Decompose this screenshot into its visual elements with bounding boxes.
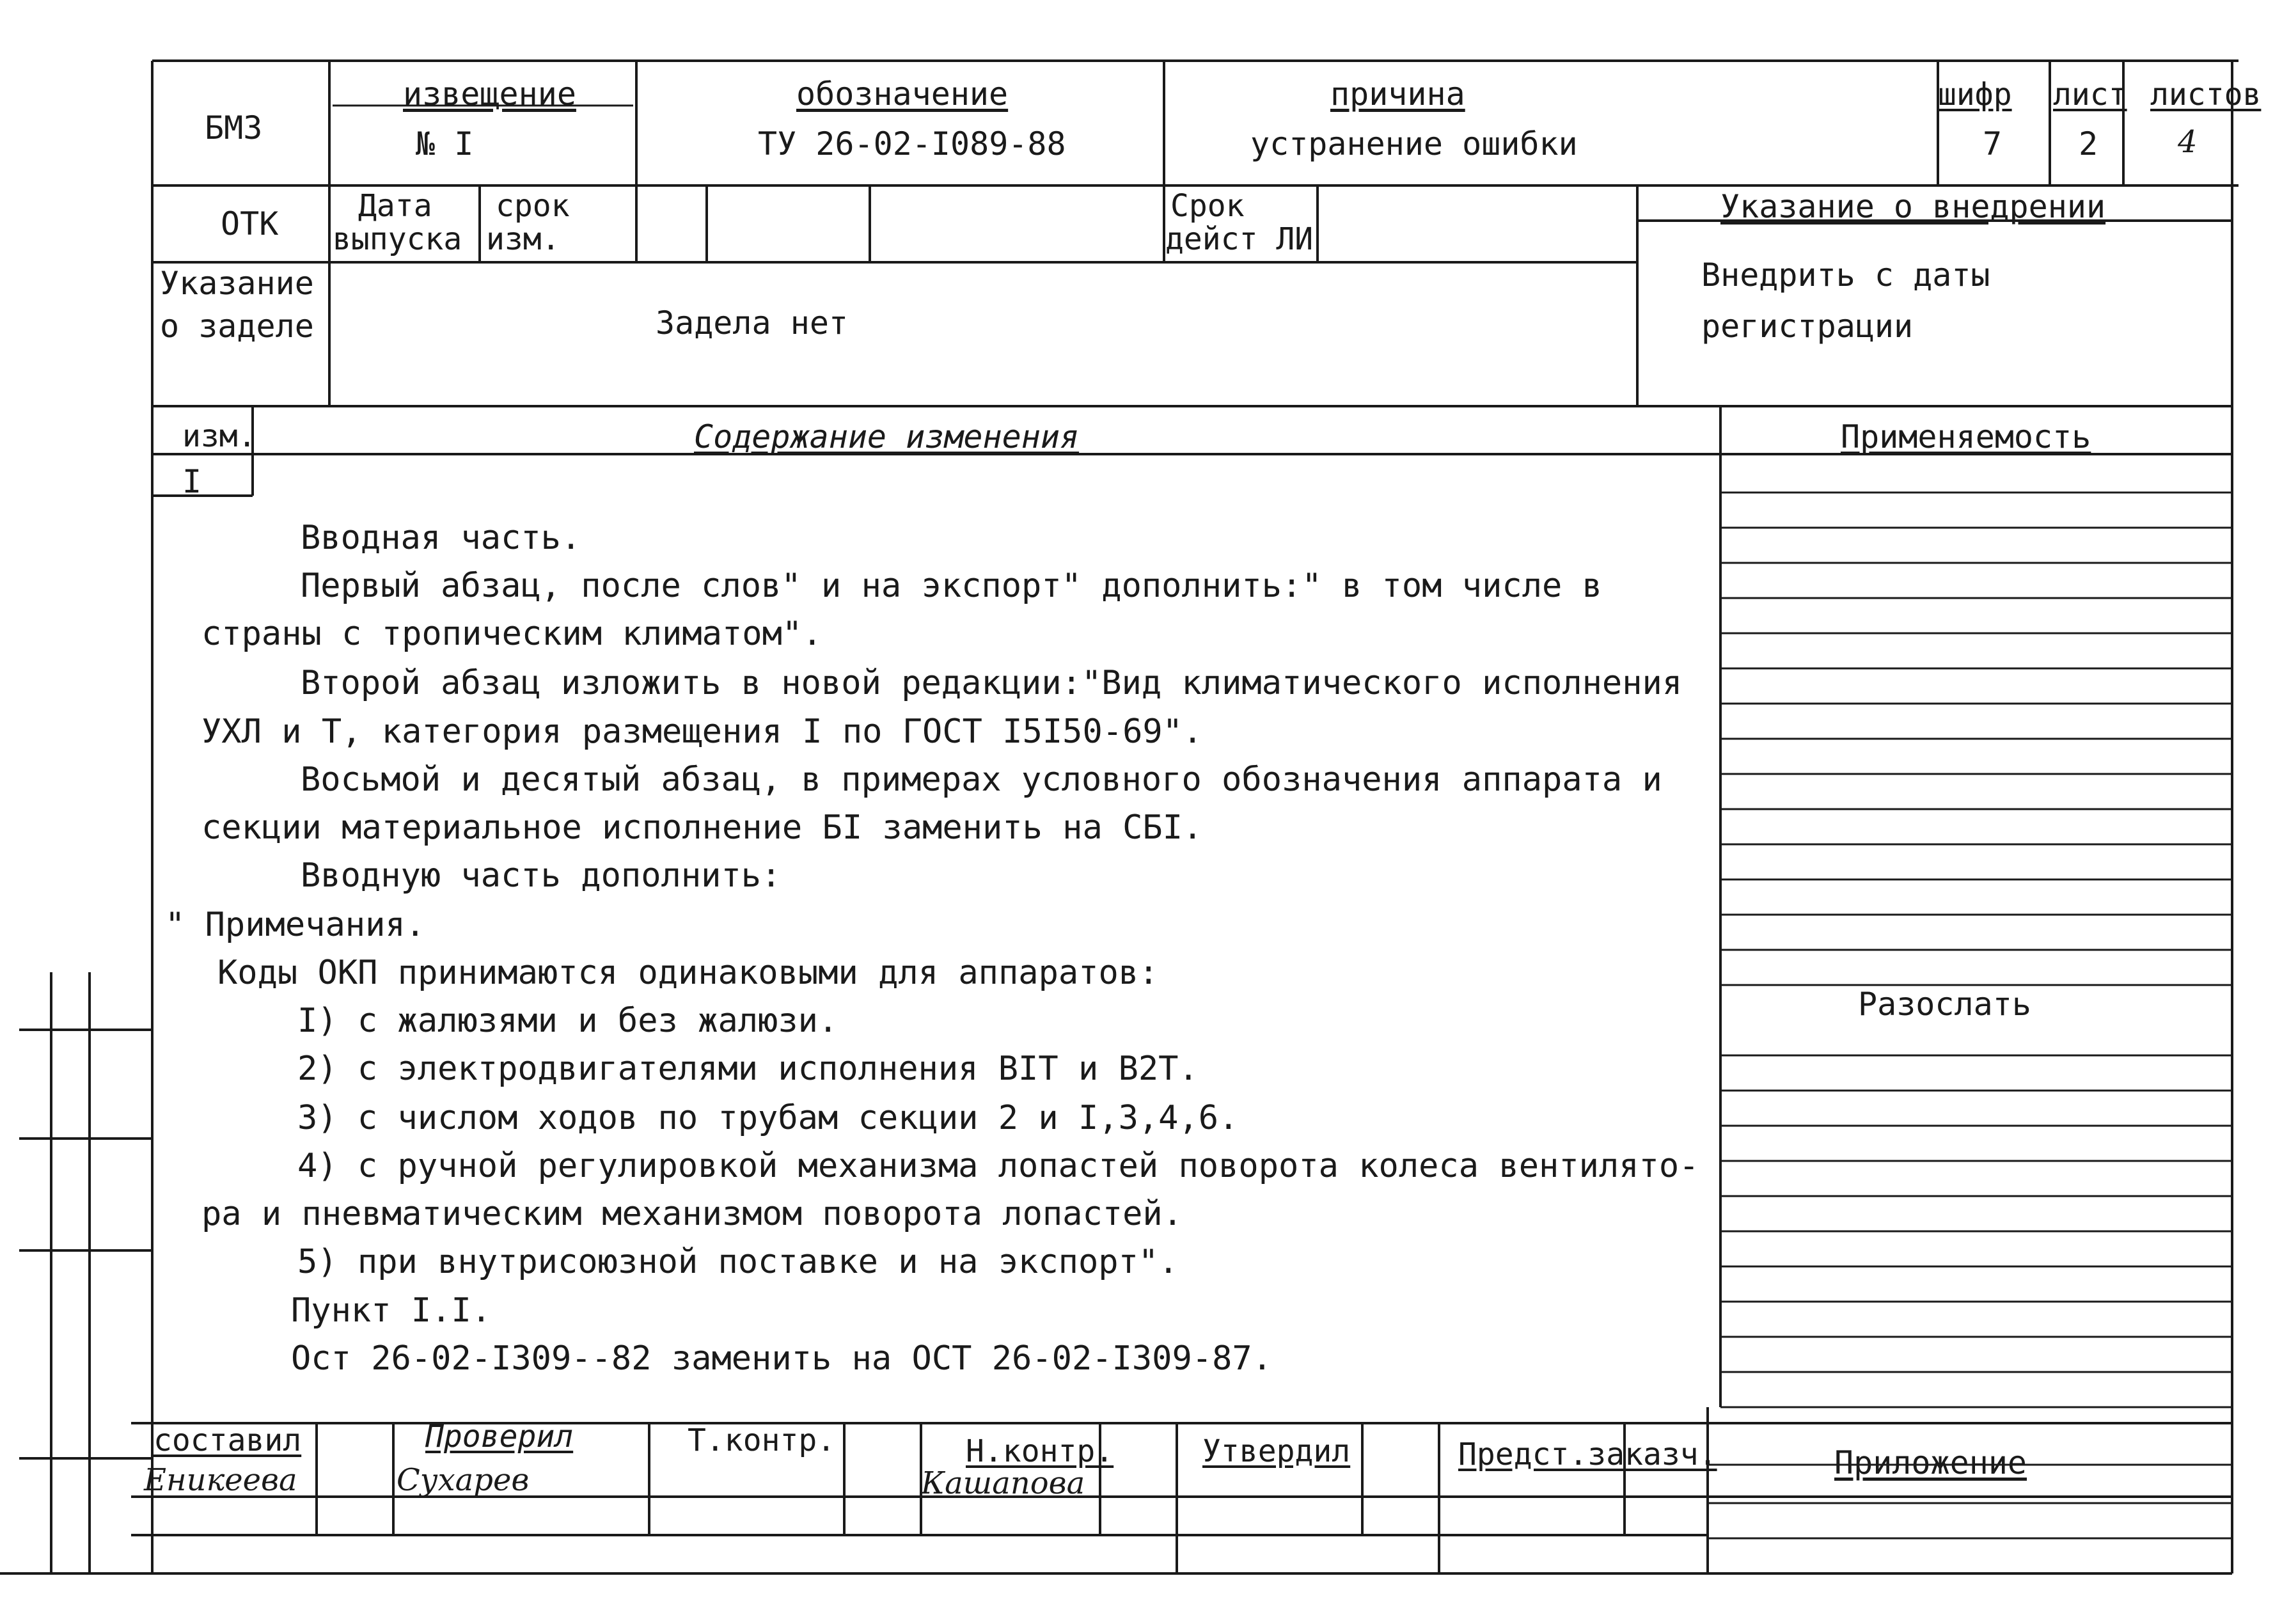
content-line: 4) с ручной регулировкой механизма лопастей поворота колеса вентилято- (297, 1147, 1699, 1185)
sheet-value: 2 (2079, 125, 2098, 162)
designation-label: обозначение (796, 75, 1009, 113)
notice-label: извещение (403, 75, 576, 113)
validity-label-1: Срок (1170, 188, 1245, 224)
implementation-label: Указание о внедрении (1720, 188, 2106, 225)
sheet-label: лист (2053, 77, 2127, 113)
reason-label: причина (1330, 75, 1465, 113)
content-line: Вводную часть дополнить: (301, 856, 782, 895)
content-title: Содержание изменения (694, 418, 1080, 455)
content-line: " Примечания. (165, 906, 425, 944)
backlog-value: Задела нет (656, 304, 849, 342)
content-line: УХЛ и Т, категория размещения I по ГОСТ I5I50-69". (201, 713, 1203, 751)
issue-date-label-1: Дата (358, 188, 432, 224)
appendix-label: Приложение (1834, 1444, 2027, 1481)
norm-control-label: Н.контр. (966, 1433, 1114, 1469)
distribute-label: Разослать (1858, 986, 2031, 1023)
validity-label-2: дейст ЛИ (1165, 221, 1314, 257)
code-value: 7 (1983, 125, 2003, 162)
content-line: ра и пневматическим механизмом поворота лопастей. (201, 1195, 1183, 1233)
content-line: I) с жалюзями и без жалюзи. (297, 1002, 838, 1040)
checked-signature: Сухарев (397, 1462, 530, 1498)
compiled-label: составил (153, 1423, 302, 1458)
sheets-value: 4 (2178, 124, 2198, 160)
change-label: изм. (182, 418, 256, 454)
content-line: Ост 26-02-I309--82 заменить на ОСТ 26-02-I309-87. (291, 1339, 1273, 1378)
content-line: 5) при внутрисоюзной поставке и на экспорт". (297, 1243, 1179, 1281)
backlog-label-1: Указание (160, 265, 314, 302)
dept-label: ОТК (221, 205, 279, 242)
content-line: страны с тропическим климатом". (201, 615, 822, 653)
content-line: Второй абзац изложить в новой редакции:"Вид климатического исполнения (301, 664, 1683, 702)
content-line: Пункт I.I. (291, 1291, 492, 1330)
content-line: Коды ОКП принимаются одинаковыми для аппаратов: (217, 954, 1159, 992)
norm-control-signature: Кашапова (921, 1465, 1085, 1501)
content-line: секции материальное исполнение БI заменить на СБI. (201, 808, 1203, 847)
tech-control-label: Т.контр. (688, 1423, 836, 1458)
implementation-value-2: регистрации (1701, 308, 1914, 345)
change-term-label-2: изм. (486, 221, 560, 257)
backlog-label-2: о заделе (160, 308, 314, 345)
content-line: Первый абзац, после слов" и на экспорт" дополнить:" в том числе в (301, 567, 1602, 605)
compiled-signature: Еникеева (144, 1462, 297, 1498)
change-number: I (182, 463, 202, 500)
content-line: Вводная часть. (301, 519, 581, 557)
applicability-label: Применяемость (1841, 418, 2091, 455)
customer-rep-label: Предст.заказч. (1458, 1437, 1717, 1472)
change-term-label-1: срок (496, 188, 570, 224)
org-code: БМЗ (205, 109, 263, 146)
issue-date-label-2: выпуска (333, 221, 462, 257)
checked-label: Проверил (425, 1419, 574, 1455)
content-line: Восьмой и десятый абзац, в примерах условного обозначения аппарата и (301, 761, 1662, 799)
content-line: 2) с электродвигателями исполнения BIT и B2T. (297, 1050, 1199, 1088)
notice-number: № I (416, 125, 474, 162)
designation-value: ТУ 26-02-I089-88 (758, 125, 1066, 162)
sheets-label: листов (2150, 77, 2262, 113)
approved-label: Утвердил (1202, 1433, 1351, 1469)
reason-value: устранение ошибки (1250, 125, 1578, 162)
implementation-value-1: Внедрить с даты (1701, 256, 1990, 294)
content-line: 3) с числом ходов по трубам секции 2 и I,3,4,6. (297, 1099, 1239, 1137)
code-label: шифр (1938, 77, 2012, 113)
